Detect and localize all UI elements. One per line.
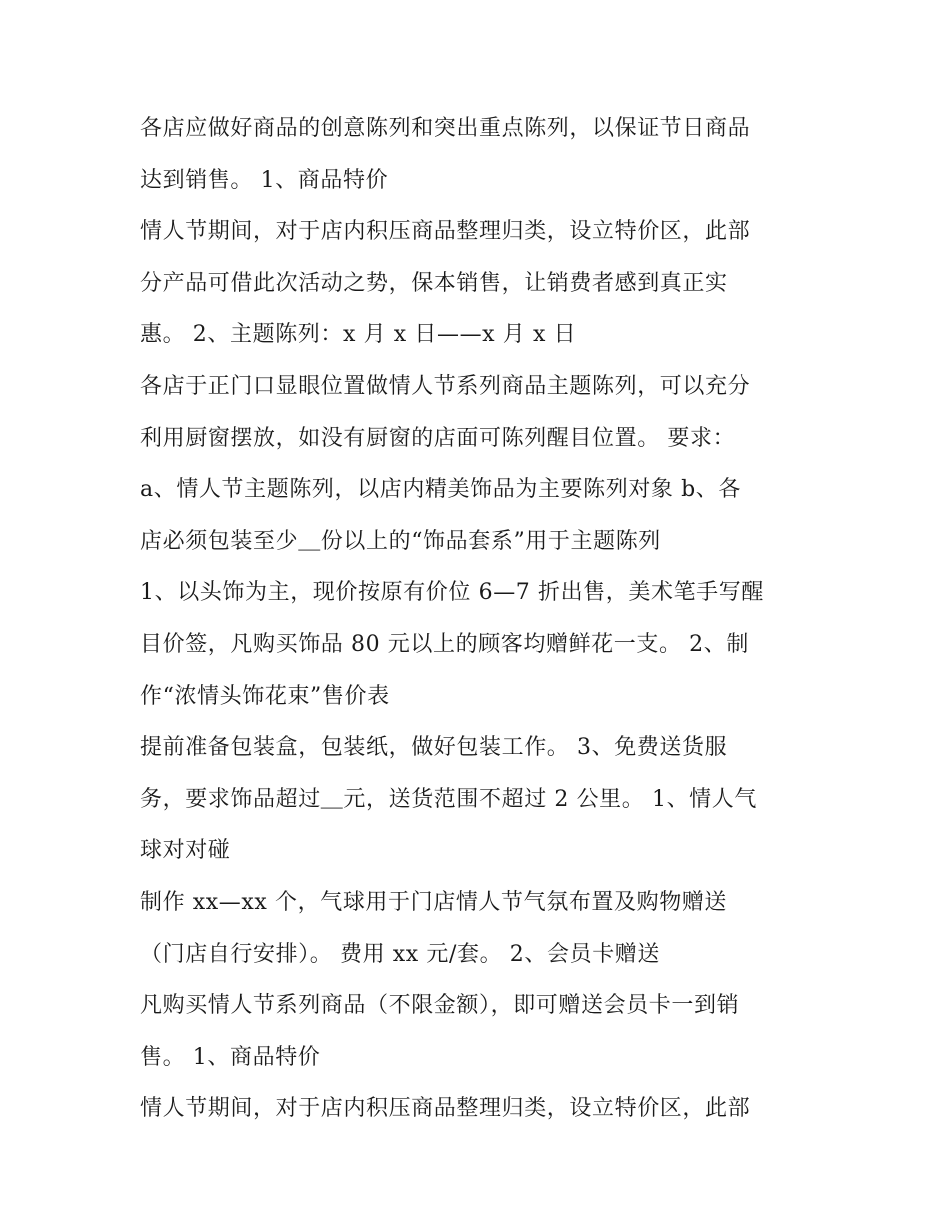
text-line: 情人节期间，对于店内积压商品整理归类，设立特价区，此部 — [140, 1096, 751, 1122]
text-line: 各店于正门口显眼位置做情人节系列商品主题陈列，可以充分 — [140, 373, 751, 399]
text-line: （门店自行安排）。 费用 xx 元/套。 2、会员卡赠送 — [140, 941, 660, 967]
text-line: 作“浓情头饰花束”售价表 — [140, 683, 390, 709]
text-line: 务，要求饰品超过＿元，送货范围不超过 2 公里。 1、情人气 — [140, 786, 757, 812]
text-line: 店必须包装至少＿份以上的“饰品套系”用于主题陈列 — [140, 528, 661, 554]
text-line: 利用厨窗摆放，如没有厨窗的店面可陈列醒目位置。 要求： — [140, 425, 736, 451]
text-line: 各店应做好商品的创意陈列和突出重点陈列，以保证节日商品 — [140, 116, 751, 141]
text-line: a、情人节主题陈列，以店内精美饰品为主要陈列对象 b、各 — [140, 477, 741, 503]
document-body — [140, 103, 820, 1135]
text-line: 售。 1、商品特价 — [140, 1044, 321, 1070]
text-line: 球对对碰 — [140, 838, 231, 864]
text-line: 制作 xx—xx 个，气球用于门店情人节气氛布置及购物赠送 — [140, 889, 728, 915]
text-line: 提前准备包装盒，包装纸，做好包装工作。 3、免费送货服 — [140, 735, 728, 761]
text-line: 1、以头饰为主，现价按原有价位 6—7 折出售，美术笔手写醒 — [140, 580, 764, 606]
text-line: 惠。 2、主题陈列：x 月 x 日——x 月 x 日 — [140, 322, 577, 348]
text-line: 达到销售。 1、商品特价 — [140, 167, 389, 193]
text-line: 目价签，凡购买饰品 80 元以上的顾客均赠鲜花一支。 2、制 — [140, 631, 749, 657]
text-line: 分产品可借此次活动之势，保本销售，让销费者感到真正实 — [140, 270, 728, 296]
text-line: 凡购买情人节系列商品（不限金额），即可赠送会员卡一到销 — [140, 993, 740, 1019]
text-line: 情人节期间，对于店内积压商品整理归类，设立特价区，此部 — [140, 219, 751, 245]
